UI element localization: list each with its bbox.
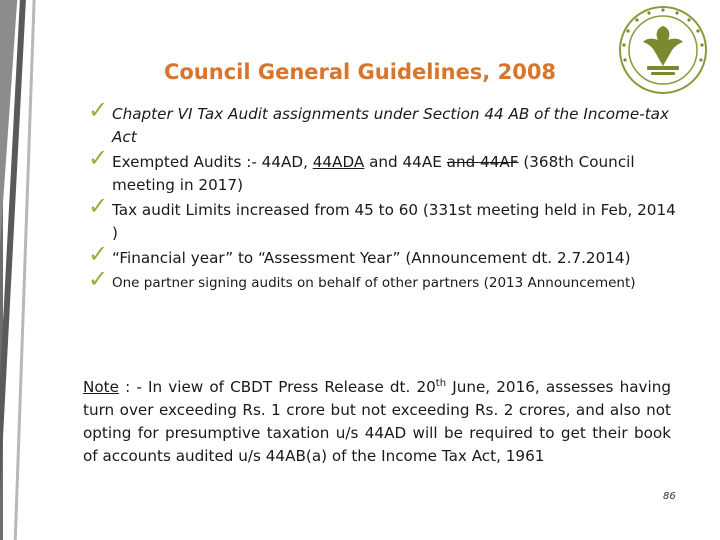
checkmark-icon: ✓ [88,192,109,220]
list-item [88,144,680,197]
checkmark-icon: ✓ [88,144,109,172]
bullet-text-struck: and 44AF [446,153,519,171]
slide-title: Council General Guidelines, 2008 [163,60,557,84]
list-item [88,96,680,149]
bullet-text: Chapter VI Tax Audit assignments under Section 44 AB of the Income-tax Act [112,105,669,146]
bullet-text-ada: 44ADA [312,153,365,171]
checkmark-icon: ✓ [88,96,109,124]
bullet-text: Tax audit Limits increased from 45 to 60 (331st meeting held in Feb, 2014 ) [112,201,676,242]
checkmark-icon: ✓ [88,240,109,268]
note-body: June, 2016, assesses having turn over exceeding Rs. 1 crore but not exceeding Rs. 2 crores, and also not opting for presumptive taxation u/s 44AD will be required to get their book of accounts audited u/s 44AB(a) of the Income Tax Act, 1961 [83,378,671,466]
page-number: 86 [663,491,676,502]
list-item [88,240,680,270]
list-item [88,192,680,245]
bullet-text: One partner signing audits on behalf of other partners (2013 Announcement) [112,275,636,291]
list-item [88,265,680,295]
note-lead: : - In view of CBDT Press Release dt. 20 [118,378,436,397]
checkmark-icon: ✓ [88,265,109,293]
bullet-text-post: (368th Council meeting in 2017) [112,153,635,194]
bullet-text: “Financial year” to “Assessment Year” (Announcement dt. 2.7.2014) [112,249,631,267]
note-paragraph [83,372,671,468]
note-sup: th [435,378,447,389]
guideline-list [88,96,680,295]
note-label: Note [83,378,119,397]
bullet-text-pre: Exempted Audits :- 44AD, [112,153,313,171]
bullet-text-mid: and 44AE [364,153,447,171]
